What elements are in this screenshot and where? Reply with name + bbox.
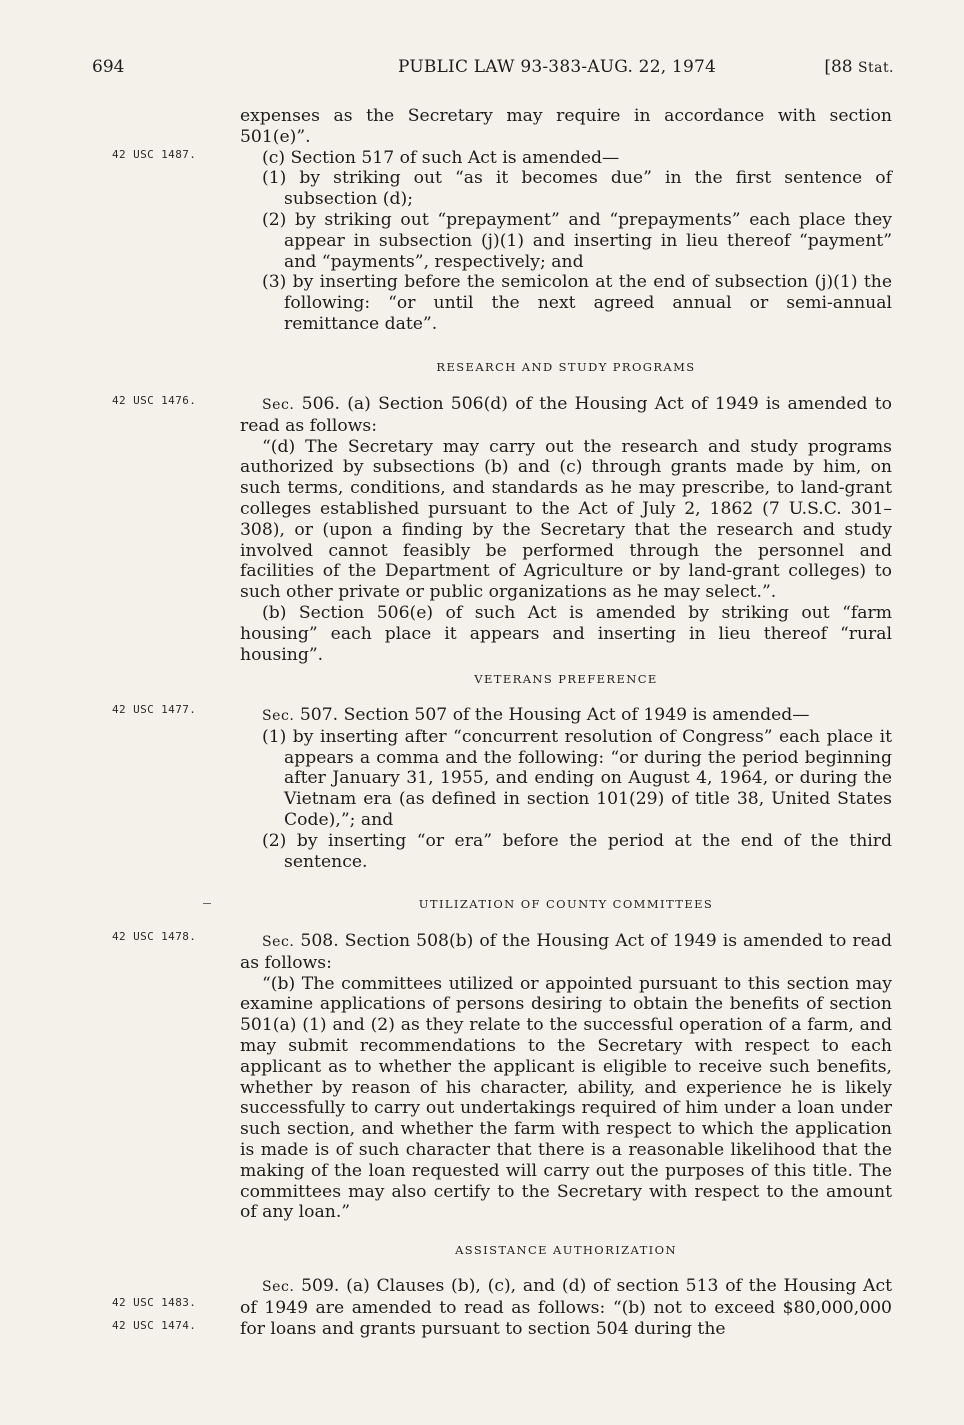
heading-assistance: ASSISTANCE AUTHORIZATION [455, 1243, 677, 1257]
list-item: (2) by inserting “or era” before the period at the end of the third sentence. [262, 830, 892, 872]
statute-reference [824, 57, 894, 77]
heading-research: RESEARCH AND STUDY PROGRAMS [436, 360, 696, 374]
margin-note-1478: 42 USC 1478. [112, 930, 197, 943]
sec-label: Sec. [262, 397, 295, 413]
heading-utilization: UTILIZATION OF COUNTY COMMITTEES [418, 897, 714, 911]
page-number: 694 [92, 57, 125, 77]
sec-text: 507. Section 507 of the Housing Act of 1949 is amended— [299, 705, 810, 725]
paragraph: expenses as the Secretary may require in accordance with section 501(e)”. [240, 106, 892, 147]
running-header [92, 57, 894, 85]
section-506 [240, 394, 892, 665]
paragraph: “(b) The committees utilized or appointed pursuant to this section may examine applications of persons desiring to obtain the benefits of section 501(a) (1) and (2) as they relate to the successful operation of a farm, and may submit recommendations to the Secretary with respect to each applicant as to whether the applicant is eligible to receive such benefits, whether by reason of his character, ability, and experience he is likely successfully to carry out undertakings required of him under a loan under such section, and whether the farm with respect to which the application is made is of such character that there is a reasonable likelihood that the making of the loan requested will carry out the purposes of this title. The committees may also certify to the Secretary with respect to the amount of any loan.” [240, 973, 892, 1223]
margin-dash [203, 903, 211, 904]
list-item: (1) by striking out “as it becomes due” in the first sentence of subsection (d); [262, 168, 892, 210]
margin-note-1476: 42 USC 1476. [112, 394, 197, 407]
section-505-continuation [240, 106, 892, 335]
sec-text: 506. (a) Section 506(d) of the Housing Act of 1949 is amended to read as follows: [240, 394, 893, 436]
list-item: (2) by striking out “prepayment” and “prepayments” each place they appear in subsection (j)(1) and inserting in lieu thereof “payment” and “payments”, respectively; and [262, 209, 892, 272]
header-title: PUBLIC LAW 93-383-AUG. 22, 1974 [398, 57, 716, 77]
margin-note-1483: 42 USC 1483. [112, 1296, 197, 1309]
sec-label: Sec. [262, 1279, 295, 1295]
stat-prefix: [88 [824, 57, 853, 77]
margin-note-1474: 42 USC 1474. [112, 1319, 197, 1332]
paragraph [240, 394, 892, 437]
paragraph [240, 1276, 892, 1339]
paragraph: “(d) The Secretary may carry out the research and study programs authorized by subsections (b) and (c) through grants made by him, on such terms, conditions, and standards as he may prescribe, to land-grant colleges established pursuant to the Act of July 2, 1862 (7 U.S.C. 301–308), or (upon a finding by the Secretary that the research and study involved cannot feasibly be performed through the personnel and facilities of the Department of Agriculture or by land-grant colleges) to such other private or public organizations as he may select.”. [240, 436, 892, 603]
margin-note-1487: 42 USC 1487. [112, 148, 197, 161]
margin-note-1477: 42 USC 1477. [112, 703, 197, 716]
sec-text: 508. Section 508(b) of the Housing Act of 1949 is amended to read as follows: [240, 931, 892, 973]
sec-label: Sec. [262, 934, 295, 950]
sec-text: 509. (a) Clauses (b), (c), and (d) of section 513 of the Housing Act of 1949 are amended to read as follows: “(b) not to exceed $80,000,000 for loans and grants pursuant to section 504 during the [240, 1276, 892, 1339]
section-508 [240, 931, 892, 1223]
section-507 [240, 705, 892, 872]
section-509 [240, 1276, 892, 1339]
sec-label: Sec. [262, 708, 295, 724]
heading-veterans: VETERANS PREFERENCE [474, 672, 658, 686]
stat-word: Stat. [858, 60, 894, 76]
paragraph: (c) Section 517 of such Act is amended— [262, 147, 620, 168]
list-item: (3) by inserting before the semicolon at the end of subsection (j)(1) the following: “or until the next agreed annual or semi-annual remittance date”. [262, 272, 892, 334]
paragraph [240, 705, 892, 727]
paragraph: (b) Section 506(e) of such Act is amended by striking out “farm housing” each place it appears and inserting in lieu thereof “rural housing”. [240, 602, 892, 665]
list-item: (1) by inserting after “concurrent resolution of Congress” each place it appears a comma and the following: “or during the period beginning after January 31, 1955, and ending on August 4, 1964, or during the Vietnam era (as defined in section 101(29) of title 38, United States Code),”; and [262, 726, 892, 830]
paragraph [240, 931, 892, 974]
